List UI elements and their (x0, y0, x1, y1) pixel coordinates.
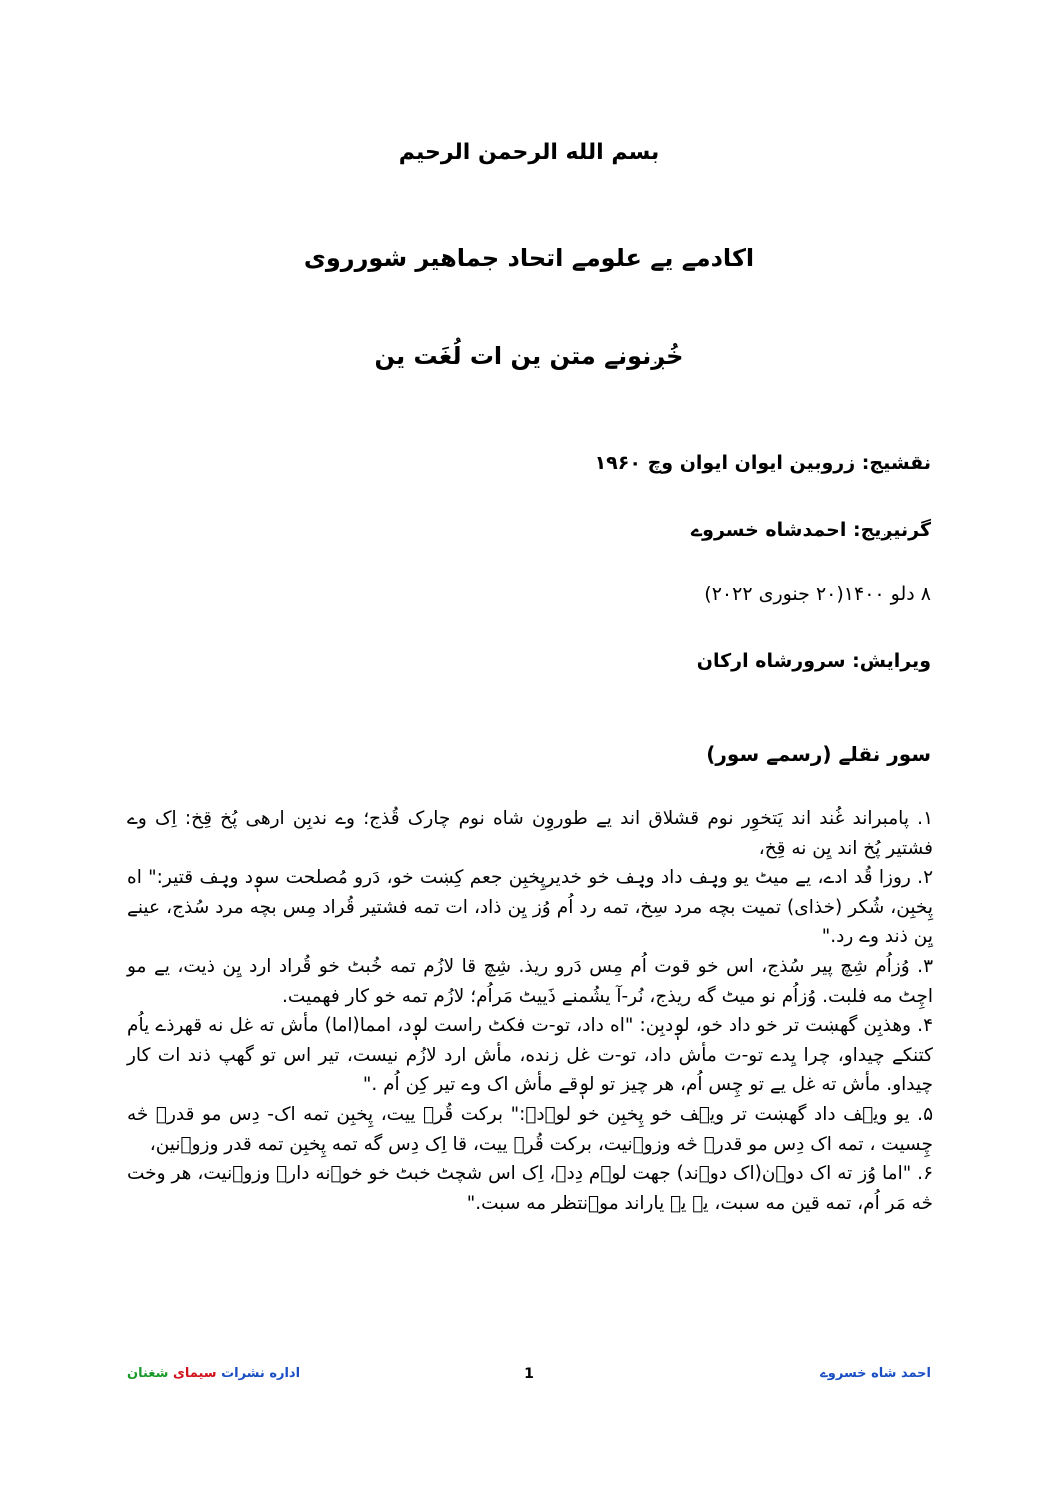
academy-title: اکادمے یے علومے اتحاد جماهیر شورروی (303, 244, 755, 272)
page-number: 1 (524, 1366, 534, 1382)
body-text (127, 804, 933, 1218)
footer-author: احمد شاه خسروے (820, 1366, 931, 1381)
paragraph-6: ۶. "اما وُز ته اک دوٖن(اک دوٖند) جهت لوٖم دِدے، اِک اس شچٹ خبٹ خو خوٖنه دارے وزوٖنیت، هر وخت څه مَر اُم، تمه قین مه سبت، یے یے یاراند موٖنتظر مه سبت." (127, 1163, 933, 1214)
paragraph-1: ۱. پامبراند غُند اند یَتخوِر نوم قشلاق اند یے طوروِن شاه نوم چارک قُذج؛ وے ندبِن ارهی پُخ قِخ: اِک وے فشتیر پُخ اند یِن نه قِخ، (127, 808, 933, 859)
paragraph-3: ۳. وُزاُم شِچ پیر سُذج، اس خو قوت اُم مِس دَرو ریذ. شِچ قا لازُم تمه خُبٹ خو قُراد ارد یِن ذیت، یے مو اچِٹ مه فلبت. وُزاُم نو میٹ گه ریذج، نُر-آ یشُمنے ذَییٹ مَراُم؛ لازُم تمه خو کار فهمیت. (127, 955, 933, 1007)
document-subtitle: خُږنونے متن ین ات لُغَت ین (374, 342, 684, 370)
publisher-name-part3: شغنان (127, 1366, 169, 1381)
publisher-name-part2: سیمای (172, 1366, 217, 1381)
section-heading: سور نقلے (رسمے سور) (706, 742, 931, 766)
meta-date: ۸ دلو ۱۴۰۰(۲۰ جنوری ۲۰۲۲) (704, 583, 931, 605)
paragraph-2: ۲. روزا قُد ادے، یے میٹ یو ویٖف داد ویٖف خو خدیرپِخبِن جعم کِښت خو، دَرو مُصلحت سوٖد ویٖف قتیر:" اه پِخبِن، شُکر (خذای) تمیت بچه مرد سِخ، تمه رد اُم وُز یِن ذاد، ات تمه فشتیر قُراد مِس بچه مرد سُذج، عینے یِن ذند وے رد." (127, 867, 933, 948)
meta-compiler: گرنیږیج: احمدشاه خسروے (691, 519, 931, 541)
paragraph-4: ۴. وهذبِن گهښت تر خو داد خو، لوٖدبِن: "اه داد، تو-ت فکٹ راست لوٖد، امما(اما) مأش ته غل نه قهرذے یاُم کتنکے چیداو، چرا یِدے تو-ت مأش داد، تو-ت غل زنده، مأش ارد لازُم نیست، تیر اس تو گهپ ذند ات کار چیداو. مأش ته غل یے تو چِس اُم، هر چیز تو لوٖقے مأش اک وے تیر کِن اُم ." (127, 1015, 933, 1096)
meta-editor: ویرایش: سرورشاه ارکان (696, 650, 931, 672)
publisher-name-part1: اداره نشرات (221, 1366, 301, 1381)
meta-author: نقشیج: زروبین ایوان ایوان وچ ۱۹۶۰ (594, 452, 931, 474)
bismillah-heading: بسم الله الرحمن الرحیم (398, 140, 660, 165)
footer-publisher (127, 1366, 300, 1381)
paragraph-5: ۵. یو ویٖف داد گهښت تر ویٖف خو پِخبِن خو لوٖدے:" برکت قُرے ییت، پِخبِن تمه اک- دِس مو قدرے څه چِسیت ، تمه اک دِس مو قدرے څه وزوٖنیت، برکت قُرے ییت، قا اِک دِس گه تمه پِخبِن تمه قدر وزوٖنین، (127, 1103, 933, 1155)
